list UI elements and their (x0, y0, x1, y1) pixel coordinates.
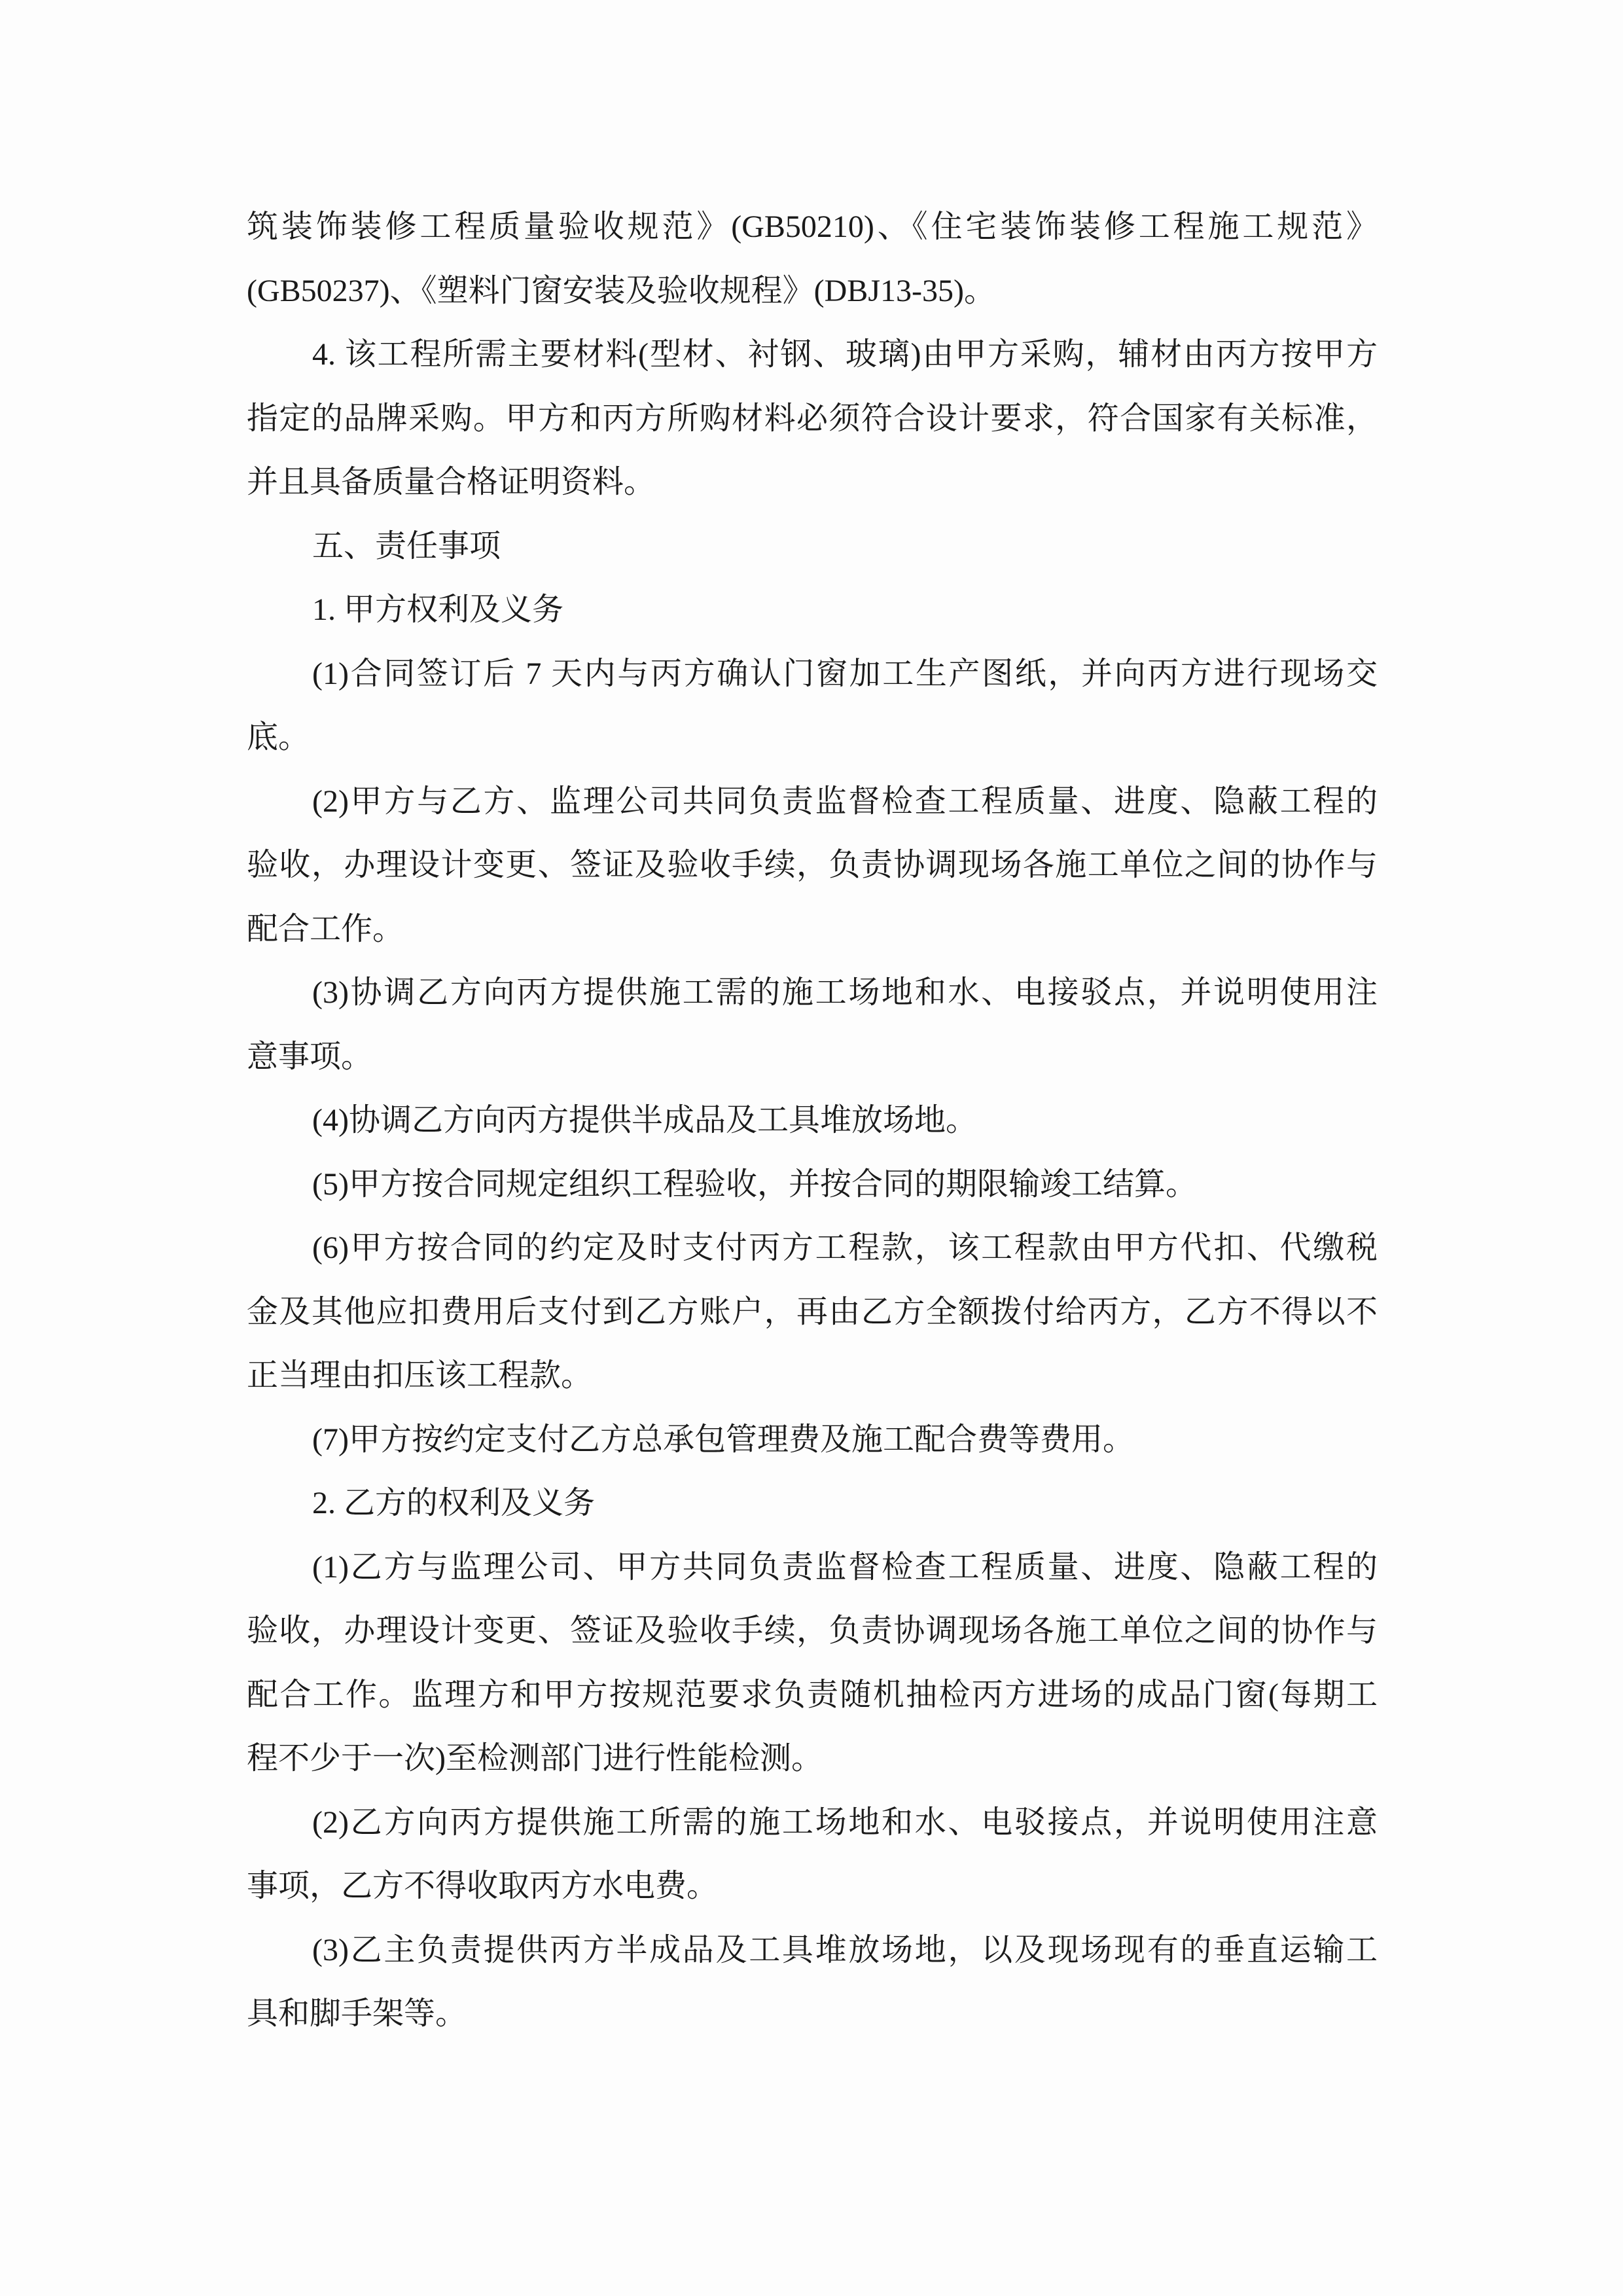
text-line: 底。 (247, 720, 310, 755)
text-line: 配合工作。 (247, 911, 404, 946)
text-line: 验收，办理设计变更、签证及验收手续，负责协调现场各施工单位之间的协作与 (247, 848, 1378, 882)
text-line: (GB50237)、《塑料门窗安装及验收规程》(DBJ13-35)。 (247, 273, 995, 308)
text-line: 五、责任事项 (312, 528, 501, 564)
text-line: (4)协调乙方向丙方提供半成品及工具堆放场地。 (312, 1103, 977, 1138)
text-line: 4. 该工程所需主要材料(型材、衬钢、玻璃)由甲方采购，辅材由丙方按甲方 (312, 337, 1378, 372)
text-line: (3)乙主负责提供丙方半成品及工具堆放场地，以及现场现有的垂直运输工 (312, 1932, 1378, 1967)
document-text-block (247, 195, 1378, 2046)
text-line: (2)乙方向丙方提供施工所需的施工场地和水、电驳接点，并说明使用注意 (312, 1804, 1378, 1840)
text-line: 指定的品牌采购。甲方和丙方所购材料必须符合设计要求，符合国家有关标准， (247, 401, 1378, 436)
text-line: 2. 乙方的权利及义务 (312, 1486, 596, 1520)
text-line: 事项，乙方不得收取丙方水电费。 (247, 1869, 719, 1903)
text-line: (7)甲方按约定支付乙方总承包管理费及施工配合费等费用。 (312, 1422, 1134, 1457)
text-line: 1. 甲方权利及义务 (312, 592, 564, 627)
text-line: (1)合同签订后 7 天内与丙方确认门窗加工生产图纸，并向丙方进行现场交 (312, 656, 1378, 691)
text-line: (2)甲方与乙方、监理公司共同负责监督检查工程质量、进度、隐蔽工程的 (312, 783, 1378, 819)
text-line: 筑装饰装修工程质量验收规范》(GB50210)、《住宅装饰装修工程施工规范》 (247, 209, 1378, 244)
text-line: (3)协调乙方向丙方提供施工需的施工场地和水、电接驳点，并说明使用注 (312, 975, 1378, 1010)
text-line: (1)乙方与监理公司、甲方共同负责监督检查工程质量、进度、隐蔽工程的 (312, 1549, 1378, 1585)
text-line: 验收，办理设计变更、签证及验收手续，负责协调现场各施工单位之间的协作与 (247, 1613, 1378, 1648)
text-line: (5)甲方按合同规定组织工程验收，并按合同的期限输竣工结算。 (312, 1166, 1197, 1202)
text-line: 并且具备质量合格证明资料。 (247, 465, 656, 499)
text-line: 具和脚手架等。 (247, 1996, 467, 2031)
text-line: 正当理由扣压该工程款。 (247, 1358, 593, 1393)
text-line: 意事项。 (247, 1039, 373, 1074)
text-line: (6)甲方按合同的约定及时支付丙方工程款，该工程款由甲方代扣、代缴税 (312, 1230, 1378, 1265)
text-line: 金及其他应扣费用后支付到乙方账户，再由乙方全额拨付给丙方，乙方不得以不 (247, 1294, 1378, 1329)
text-line: 配合工作。监理方和甲方按规范要求负责随机抽检丙方进场的成品门窗(每期工 (247, 1677, 1378, 1712)
text-line: 程不少于一次)至检测部门进行性能检测。 (247, 1741, 823, 1776)
